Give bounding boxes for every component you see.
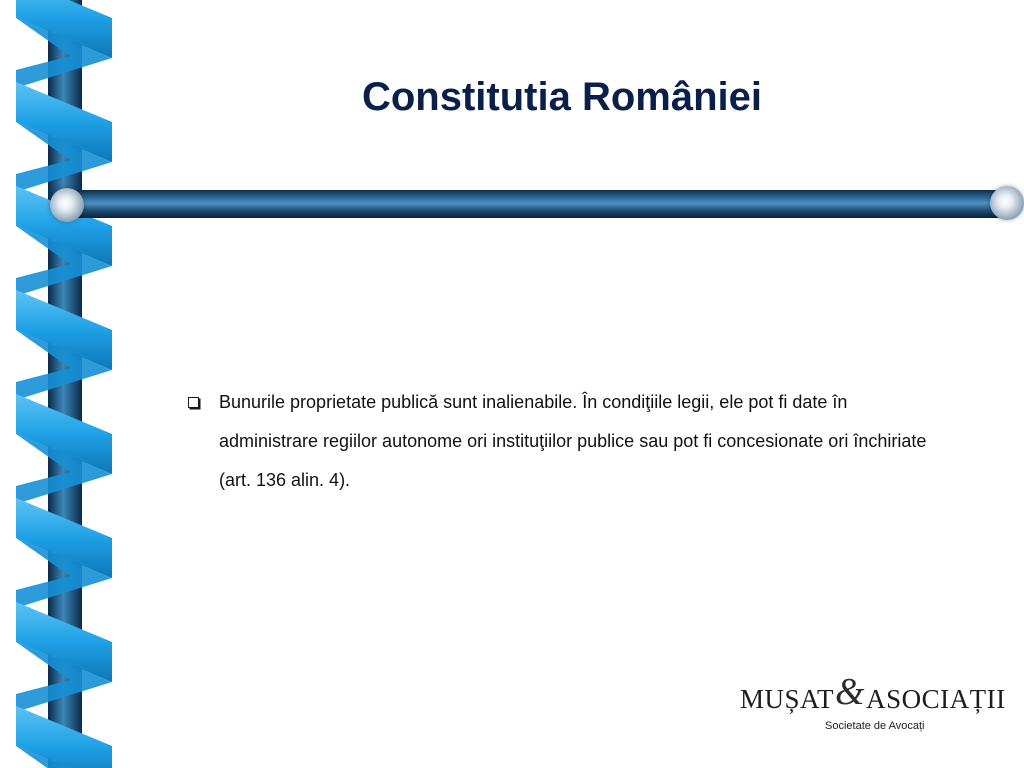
logo-subtitle: Societate de Avocați [825, 720, 925, 732]
bar-knob-left [50, 188, 84, 222]
logo-part2: ASOCIAȚII [866, 684, 1006, 714]
ribbon-bands [16, 0, 112, 768]
bullet-item [188, 383, 928, 500]
logo-ampersand: & [835, 671, 866, 713]
slide-title: Constitutia României [361, 75, 763, 119]
bar-knob-right [990, 186, 1024, 220]
horizontal-divider-bar [66, 190, 1010, 218]
logo-part1: MUȘAT [740, 684, 835, 714]
checkbox-bullet-icon [188, 397, 199, 408]
logo-wordmark [740, 671, 1006, 715]
bullet-text: Bunurile proprietate publică sunt inalienabile. În condiţiile legii, ele pot fi date în administrare regiilor autonome ori instituţiilor publice sau pot fi concesionate ori închiriate (art. 136 alin. 4). [219, 392, 927, 490]
company-logo [740, 671, 1006, 740]
ribbon-decoration [0, 0, 118, 768]
